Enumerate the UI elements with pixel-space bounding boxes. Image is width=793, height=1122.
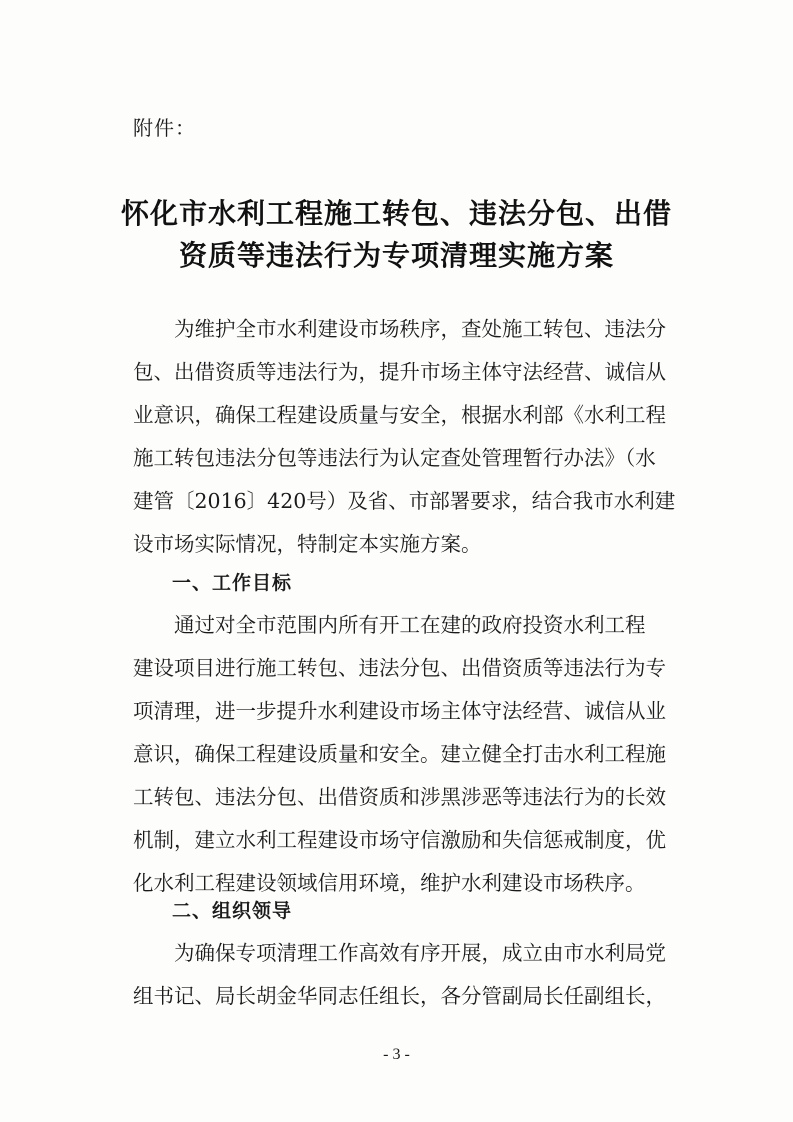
paragraph-line: 包、出借资质等违法行为，提升市场主体守法经营、诚信从 — [133, 360, 666, 384]
organization-paragraph — [133, 932, 693, 1018]
section-heading-organization: 二、组织领导 — [172, 900, 293, 922]
work-goals-paragraph — [133, 604, 693, 905]
intro-paragraph — [133, 308, 693, 566]
page-number: - 3 - — [383, 1046, 410, 1063]
paragraph-line: 机制，建立水利工程建设市场守信激励和失信惩戒制度，优 — [133, 828, 666, 852]
section-heading-work-goals: 一、工作目标 — [172, 572, 293, 594]
paragraph-line: 通过对全市范围内所有开工在建的政府投资水利工程 — [174, 613, 646, 637]
paragraph-line: 化水利工程建设领域信用环境，维护水利建设市场秩序。 — [133, 871, 646, 895]
paragraph-line: 设市场实际情况，特制定本实施方案。 — [133, 532, 482, 556]
paragraph-line: 施工转包违法分包等违法行为认定查处管理暂行办法》（水 — [133, 446, 656, 470]
document-title-line-2: 资质等违法行为专项清理实施方案 — [178, 239, 614, 272]
attachment-label: 附件： — [133, 116, 196, 140]
paragraph-line: 意识，确保工程建设质量和安全。建立健全打击水利工程施 — [133, 742, 666, 766]
document-title-line-1: 怀化市水利工程施工转包、违法分包、出借 — [120, 197, 672, 230]
paragraph-line: 工转包、违法分包、出借资质和涉黑涉恶等违法行为的长效 — [133, 785, 666, 809]
paragraph-line: 组书记、局长胡金华同志任组长，各分管副局长任副组长， — [133, 984, 666, 1008]
paragraph-line: 业意识，确保工程建设质量与安全，根据水利部《水利工程 — [133, 403, 666, 427]
paragraph-line: 为维护全市水利建设市场秩序，查处施工转包、违法分 — [174, 317, 666, 341]
paragraph-line: 为确保专项清理工作高效有序开展，成立由市水利局党 — [174, 941, 666, 965]
paragraph-line: 建管〔2016〕420号）及省、市部署要求，结合我市水利建 — [133, 489, 676, 513]
paragraph-line: 建设项目进行施工转包、违法分包、出借资质等违法行为专 — [133, 656, 666, 680]
paragraph-line: 项清理，进一步提升水利建设市场主体守法经营、诚信从业 — [133, 699, 666, 723]
